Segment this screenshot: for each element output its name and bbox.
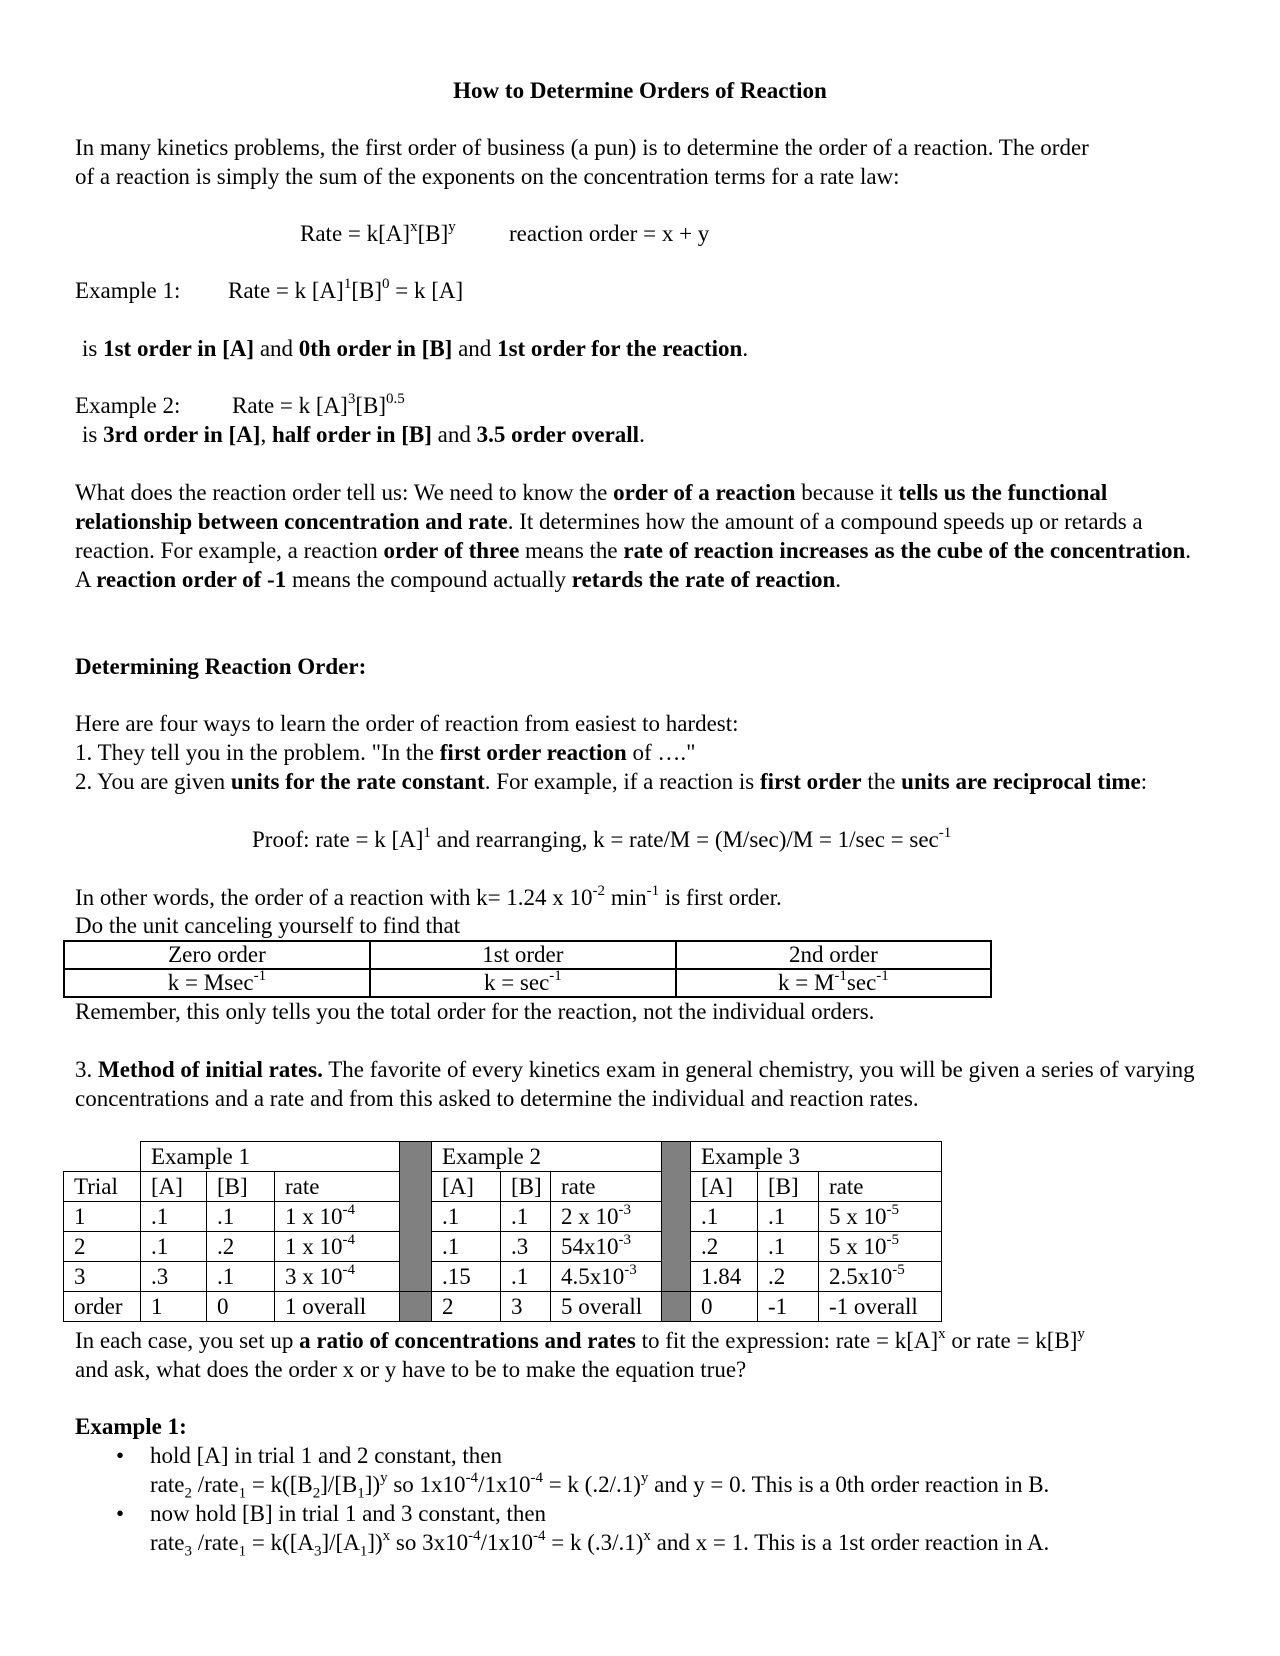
intro-line-2: of a reaction is simply the sum of the exponents on the concentration terms for a rate law: (75, 164, 900, 189)
unit-table-value-row (64, 969, 991, 997)
cell-a: .3 (141, 1262, 207, 1292)
remember-note: Remember, this only tells you the total order for the reaction, not the individual orders. (75, 999, 875, 1024)
order-overall: 1 overall (275, 1292, 400, 1322)
trial-number: 1 (64, 1202, 141, 1232)
order-a: 2 (432, 1292, 501, 1322)
cell-b: .1 (501, 1262, 551, 1292)
separator-bar (400, 1142, 432, 1292)
unit-header-zero: Zero order (64, 941, 370, 969)
four-ways-intro: Here are four ways to learn the order of reaction from easiest to hardest: (75, 711, 739, 736)
proof-line: Proof: rate = k $[A]^1$ and rearranging, k = rate/M = $(M/\sec)/M = 1/\sec = \sec^{-1}$ (252, 825, 952, 852)
list-item (110, 1499, 1050, 1560)
col-a: [A] (691, 1172, 758, 1202)
cell-rate: $2.5x10^{-5}$ (819, 1262, 942, 1292)
col-b: [B] (207, 1172, 275, 1202)
example1-solution-list (110, 1441, 1050, 1560)
col-a: [A] (432, 1172, 501, 1202)
rate-law-equation: Rate = $k[A]^x[B]^y$ (300, 219, 456, 246)
cell-b: .1 (501, 1202, 551, 1232)
example1-header: Example 1 (141, 1142, 400, 1172)
cell-rate: 1 x $10^{-4}$ (275, 1202, 400, 1232)
cell-rate: 5 x $10^{-5}$ (819, 1232, 942, 1262)
example1-description: is 1st order in [A] and 0th order in [B] and 1st order for the reaction. (82, 336, 749, 361)
order-a: 1 (141, 1292, 207, 1322)
cell-rate: 3 x $10^{-4}$ (275, 1262, 400, 1292)
col-rate: rate (551, 1172, 662, 1202)
table-row (64, 1232, 942, 1262)
cell-b: .1 (207, 1262, 275, 1292)
cell-b: .1 (758, 1232, 819, 1262)
col-rate: rate (819, 1172, 942, 1202)
cell-b: .1 (207, 1202, 275, 1232)
what-does-paragraph: What does the reaction order tell us: We need to know the order of a reaction because it tells us the functional relationship between concentration and rate. It determines how the amount of a compound speeds up or retards a reaction. For example, a reaction order of three means the rate of reaction increases as the cube of the concentration. A reaction order of -1 means the compound actually retards the rate of reaction. (75, 480, 1192, 592)
each-case-line: In each case, you set up a ratio of concentrations and rates to fit the expression: rate = $k[A]^x$ or rate = $k[B]^y$ (75, 1326, 1085, 1353)
bullet1-line1: hold [A] in trial 1 and 2 constant, then (150, 1443, 502, 1468)
cell-a: .1 (691, 1202, 758, 1232)
cell-rate: $4.5x10^{-3}$ (551, 1262, 662, 1292)
col-trial: Trial (64, 1172, 141, 1202)
initial-rates-table (63, 1141, 942, 1322)
cell-rate: $54x10^{-3}$ (551, 1232, 662, 1262)
example1-label: Example 1: (75, 278, 181, 303)
unit-canceling-line: Do the unit canceling yourself to find that (75, 913, 461, 938)
example2-equation: Rate = k $[A]^3[B]^{0.5}$ (232, 391, 405, 418)
cell-rate: 1 x $10^{-4}$ (275, 1232, 400, 1262)
order-overall: 5 overall (551, 1292, 662, 1322)
cell-b: .2 (758, 1262, 819, 1292)
cell-a: .1 (432, 1202, 501, 1232)
col-b: [B] (758, 1172, 819, 1202)
cell-a: 1.84 (691, 1262, 758, 1292)
bullet-icon: • (116, 1443, 125, 1468)
unit-order-table (63, 940, 992, 998)
page-title: How to Determine Orders of Reaction (453, 78, 827, 103)
order-overall: -1 overall (819, 1292, 942, 1322)
order-label: order (64, 1292, 141, 1322)
separator-bar (662, 1142, 691, 1292)
example2-header: Example 2 (432, 1142, 662, 1172)
bullet2-line1: now hold [B] in trial 1 and 3 constant, then (150, 1501, 547, 1526)
order-b: 3 (501, 1292, 551, 1322)
way-1: 1. They tell you in the problem. "In the first order reaction of …." (75, 740, 696, 765)
cell-rate: 5 x $10^{-5}$ (819, 1202, 942, 1232)
method-of-initial-rates: 3. Method of initial rates. The favorite of every kinetics exam in general chemistry, you will be given a series of varying concentrations and a rate and from this asked to determine the individual and reaction rates. (75, 1057, 1195, 1111)
cell-a: .1 (141, 1202, 207, 1232)
example3-header: Example 3 (691, 1142, 942, 1172)
cell-a: .15 (432, 1262, 501, 1292)
order-b: -1 (758, 1292, 819, 1322)
unit-zero-order: k = Msec$^{-1}$ (64, 969, 370, 997)
blank-cell (64, 1142, 141, 1172)
order-b: 0 (207, 1292, 275, 1322)
cell-a: .2 (691, 1232, 758, 1262)
example1-solution-heading: Example 1: (75, 1414, 187, 1439)
cell-a: .1 (141, 1232, 207, 1262)
unit-first-order: $k = \sec^{-1}$ (370, 969, 676, 997)
unit-table-header-row (64, 941, 991, 969)
cell-rate: 2 x $10^{-3}$ (551, 1202, 662, 1232)
determining-heading: Determining Reaction Order: (75, 654, 367, 679)
cell-b: .2 (207, 1232, 275, 1262)
example2-description: is 3rd order in [A], half order in [B] and 3.5 order overall. (82, 422, 645, 447)
order-row (64, 1292, 942, 1322)
col-b: [B] (501, 1172, 551, 1202)
column-header-row (64, 1172, 942, 1202)
other-words-line: In other words, the order of a reaction with k= 1.24 x $10^{-2}$ $\min^{-1}$ is first order. (75, 883, 782, 910)
separator-bar (400, 1292, 432, 1322)
intro-line-1: In many kinetics problems, the first order of business (a pun) is to determine the order of a reaction. The order (75, 135, 1089, 160)
example2-label: Example 2: (75, 393, 181, 418)
bullet1-line2: rate$_2$ /rate$_1$ = $k([B_2]/[B_1])^y$ so $1x10^{-4}/1x10^{-4} = k$ $(.2/.1)^y$ and y = 0. This is a 0th order reaction in B. (150, 1470, 1050, 1502)
list-item (110, 1441, 1050, 1502)
trial-number: 2 (64, 1232, 141, 1262)
table-row (64, 1202, 942, 1232)
example-header-row (64, 1142, 942, 1172)
unit-header-second: 2nd order (676, 941, 991, 969)
bullet-icon: • (116, 1501, 125, 1526)
col-rate: rate (275, 1172, 400, 1202)
each-case-line-2: and ask, what does the order x or y have to be to make the equation true? (75, 1357, 747, 1382)
separator-bar (662, 1292, 691, 1322)
unit-header-first: 1st order (370, 941, 676, 969)
col-a: [A] (141, 1172, 207, 1202)
table-row (64, 1262, 942, 1292)
example1-equation: Rate = k $[A]^1[B]^0 = k$ [A] (228, 276, 464, 303)
order-a: 0 (691, 1292, 758, 1322)
cell-b: .1 (758, 1202, 819, 1232)
trial-number: 3 (64, 1262, 141, 1292)
bullet2-line2: rate$_3$ /rate$_1$ = $k([A_3]/[A_1])^x$ so $3x10^{-4}/1x10^{-4} = k$ $(.3/.1)^x$ and x = 1. This is a 1st order reaction in A. (150, 1528, 1050, 1560)
way-2: 2. You are given units for the rate constant. For example, if a reaction is first order the units are reciprocal time: (75, 769, 1148, 794)
unit-second-order: $k = M^{-1}\sec^{-1}$ (676, 969, 991, 997)
reaction-order-formula: reaction order = x + y (509, 221, 710, 246)
cell-a: .1 (432, 1232, 501, 1262)
cell-b: .3 (501, 1232, 551, 1262)
